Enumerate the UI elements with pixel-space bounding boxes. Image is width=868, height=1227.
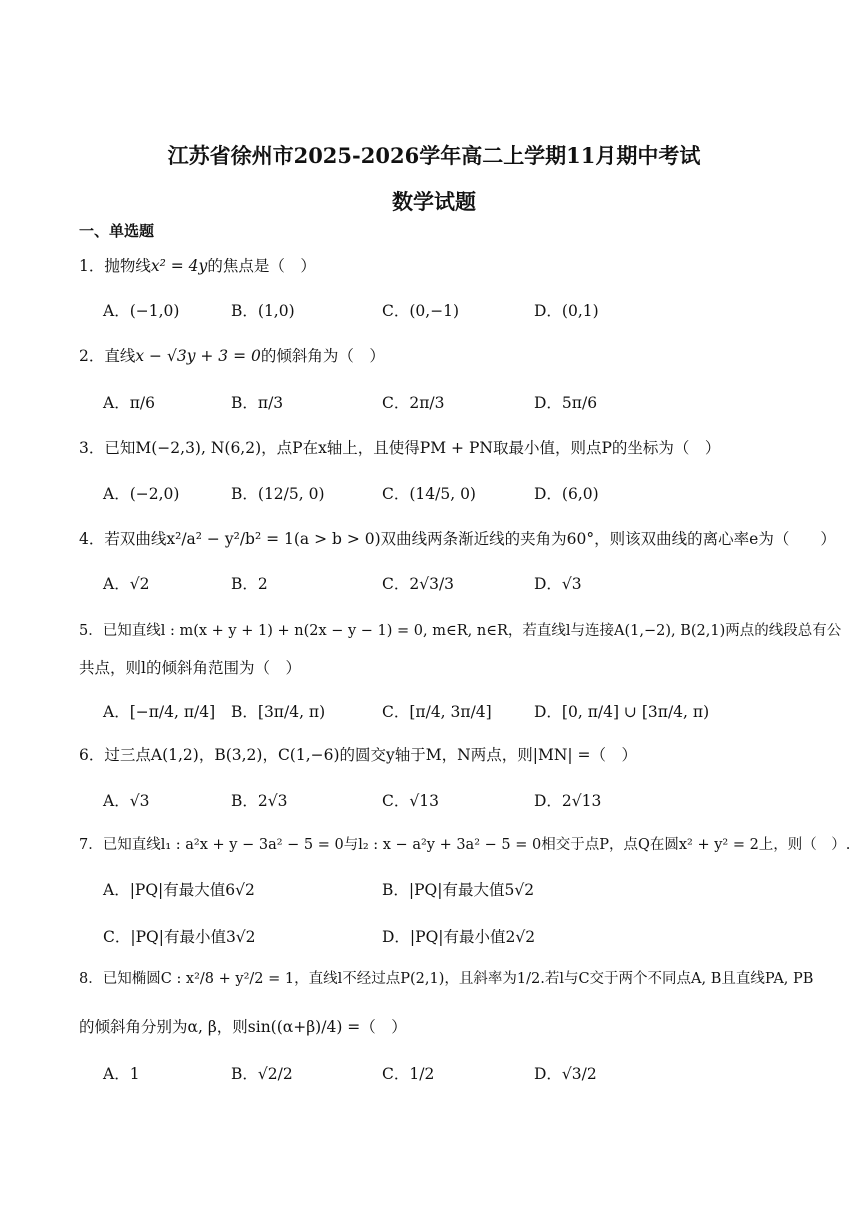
question-5-option-a: A．[−π/4, π/4] — [103, 703, 216, 721]
question-3-stem: 3．已知M(−2,3), N(6,2)，点P在x轴上，且使得PM + PN取最小值，则点P的坐标为（ ） — [79, 439, 721, 457]
question-7-option-b: B．|PQ|有最大值5√2 — [382, 881, 535, 899]
question-1-option-c: C．(0,−1) — [382, 302, 460, 320]
section-heading: 一、单选题 — [79, 222, 155, 240]
question-8-option-d: D．√3/2 — [534, 1065, 597, 1083]
exam-subtitle: 数学试题 — [392, 189, 476, 214]
question-8-stem-line2: 的倾斜角分别为α, β，则sin((α+β)/4) =（ ） — [79, 1018, 407, 1036]
question-6-stem: 6．过三点A(1,2)，B(3,2)，C(1,−6)的圆交y轴于M，N两点，则|MN| =（ ） — [79, 746, 638, 764]
question-3-option-c: C．(14/5, 0) — [382, 485, 476, 503]
question-4-option-a: A．√2 — [103, 575, 150, 593]
question-2-option-c: C．2π/3 — [382, 394, 445, 412]
question-1-stem: 1．抛物线x² = 4y的焦点是（ ） — [79, 257, 316, 275]
question-4-option-b: B．2 — [231, 575, 268, 593]
question-1-option-a: A．(−1,0) — [103, 302, 180, 320]
question-5-option-b: B．[3π/4, π) — [231, 703, 326, 721]
question-3-option-b: B．(12/5, 0) — [231, 485, 325, 503]
question-2-option-b: B．π/3 — [231, 394, 284, 412]
question-7-option-a: A．|PQ|有最大值6√2 — [103, 881, 255, 899]
question-8-option-c: C．1/2 — [382, 1065, 435, 1083]
question-8-stem-line1: 8．已知椭圆C : x²/8 + y²/2 = 1，直线l不经过点P(2,1)，且斜率为1/2.若l与C交于两个不同点A, B且直线PA, PB — [79, 971, 814, 987]
question-4-option-c: C．2√3/3 — [382, 575, 455, 593]
question-8-option-a: A．1 — [103, 1065, 140, 1083]
question-4-stem: 4．若双曲线x²/a² − y²/b² = 1(a > b > 0)双曲线两条渐近线的夹角为60°，则该双曲线的离心率e为（ ） — [79, 530, 836, 548]
question-6-option-c: C．√13 — [382, 792, 439, 810]
question-4-option-d: D．√3 — [534, 575, 582, 593]
question-3-option-a: A．(−2,0) — [103, 485, 180, 503]
question-7-option-c: C．|PQ|有最小值3√2 — [103, 928, 256, 946]
question-5-stem-line1: 5．已知直线l : m(x + y + 1) + n(2x − y − 1) = 0, m∈R, n∈R，若直线l与连接A(1,−2), B(2,1)两点的线段总有公 — [79, 623, 842, 639]
question-3-option-d: D．(6,0) — [534, 485, 599, 503]
question-8-option-b: B．√2/2 — [231, 1065, 293, 1083]
exam-title: 江苏省徐州市2025-2026学年高二上学期11月期中考试 — [167, 143, 701, 168]
question-2-option-d: D．5π/6 — [534, 394, 598, 412]
question-6-option-b: B．2√3 — [231, 792, 288, 810]
question-6-option-d: D．2√13 — [534, 792, 602, 810]
question-5-stem-line2: 共点，则l的倾斜角范围为（ ） — [79, 659, 301, 677]
question-2-stem: 2．直线x − √3y + 3 = 0的倾斜角为（ ） — [79, 347, 385, 365]
question-5-option-c: C．[π/4, 3π/4] — [382, 703, 492, 721]
question-6-option-a: A．√3 — [103, 792, 150, 810]
question-2-option-a: A．π/6 — [103, 394, 155, 412]
question-7-stem: 7．已知直线l₁ : a²x + y − 3a² − 5 = 0与l₂ : x − a²y + 3a² − 5 = 0相交于点P，点Q在圆x² + y² = 2上，则（ ）. — [79, 837, 851, 853]
question-5-option-d: D．[0, π/4] ∪ [3π/4, π) — [534, 703, 710, 721]
question-1-option-b: B．(1,0) — [231, 302, 295, 320]
question-7-option-d: D．|PQ|有最小值2√2 — [382, 928, 536, 946]
question-1-option-d: D．(0,1) — [534, 302, 599, 320]
